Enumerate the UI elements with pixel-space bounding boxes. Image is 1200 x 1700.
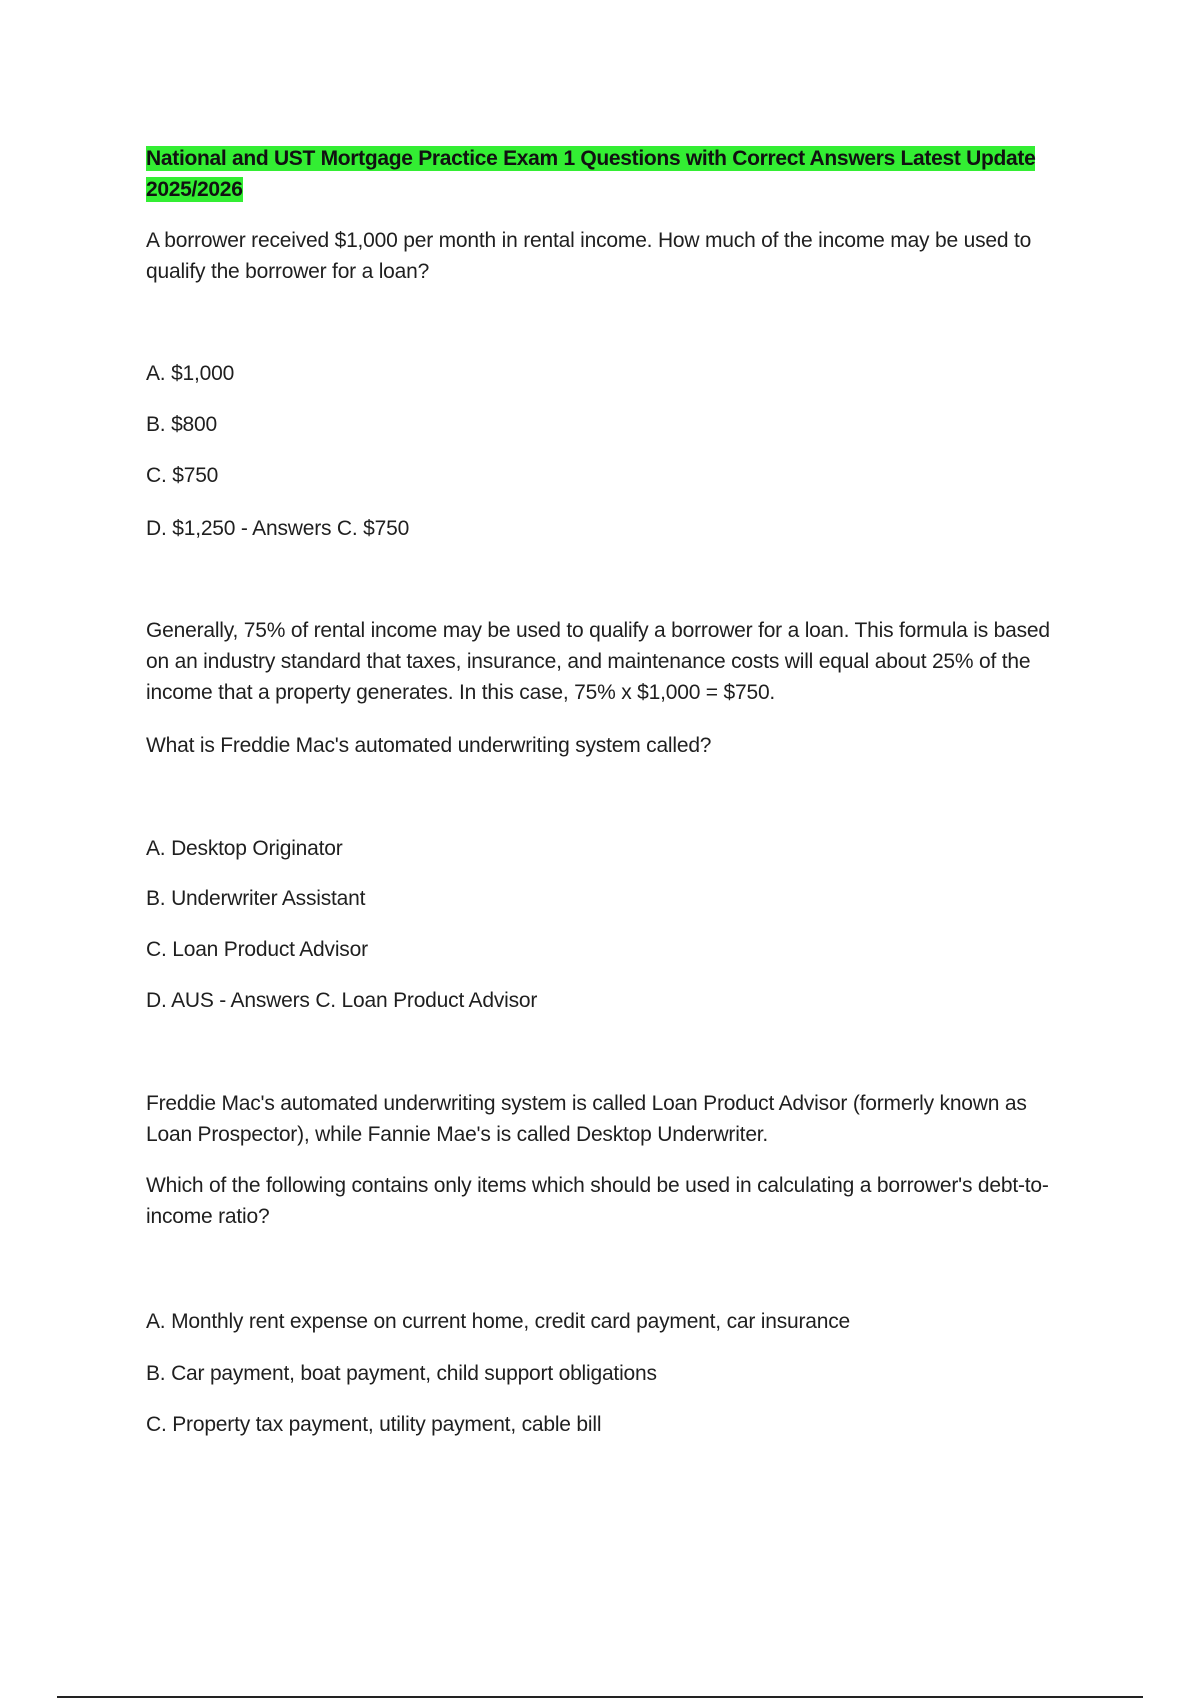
document-title bbox=[146, 143, 1076, 205]
q1-option-d-answer: D. $1,250 - Answers C. $750 bbox=[146, 517, 410, 540]
q3-option-c: C. Property tax payment, utility payment, cable bill bbox=[146, 1413, 602, 1436]
q1-question: A borrower received $1,000 per month in rental income. How much of the income may be used to qualify the borrower for a loan? bbox=[146, 229, 1032, 283]
q3-option-a: A. Monthly rent expense on current home, credit card payment, car insurance bbox=[146, 1310, 851, 1333]
q3-option-b: B. Car payment, boat payment, child support obligations bbox=[146, 1362, 657, 1385]
footer-rule bbox=[57, 1696, 1143, 1698]
q2-option-b: B. Underwriter Assistant bbox=[146, 887, 366, 910]
q2-question: What is Freddie Mac's automated underwriting system called? bbox=[146, 734, 712, 757]
q2-option-c: C. Loan Product Advisor bbox=[146, 938, 368, 961]
q1-option-c: C. $750 bbox=[146, 464, 219, 487]
q2-option-d-answer: D. AUS - Answers C. Loan Product Advisor bbox=[146, 989, 538, 1012]
title-highlight: National and UST Mortgage Practice Exam 1 Questions with Correct Answers Latest Update 2025/2026 bbox=[146, 147, 1036, 201]
q3-question: Which of the following contains only items which should be used in calculating a borrower's debt-to-income ratio? bbox=[146, 1174, 1049, 1228]
q1-explanation: Generally, 75% of rental income may be used to qualify a borrower for a loan. This formula is based on an industry standard that taxes, insurance, and maintenance costs will equal about 25% of the income that a property generates. In this case, 75% x $1,000 = $750. bbox=[146, 619, 1050, 704]
q1-option-b: B. $800 bbox=[146, 413, 217, 436]
q2-explanation: Freddie Mac's automated underwriting system is called Loan Product Advisor (formerly known as Loan Prospector), while Fannie Mae's is called Desktop Underwriter. bbox=[146, 1092, 1027, 1146]
q2-option-a: A. Desktop Originator bbox=[146, 837, 343, 860]
q1-option-a: A. $1,000 bbox=[146, 362, 235, 385]
